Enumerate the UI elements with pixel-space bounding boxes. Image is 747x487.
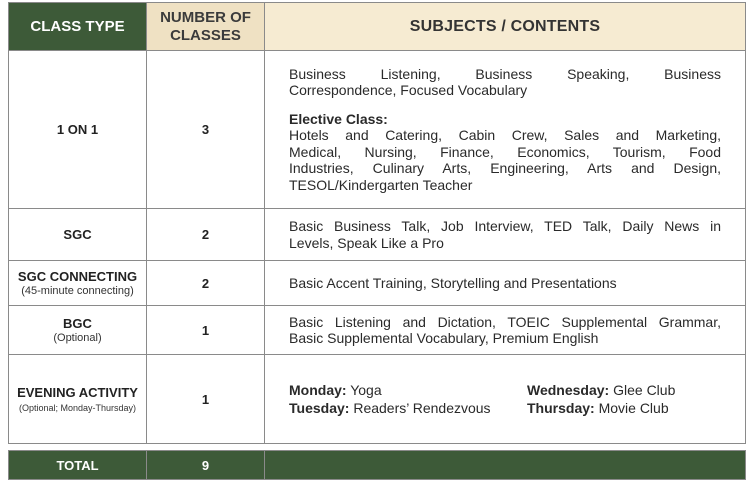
activity-name: Movie Club (598, 399, 669, 416)
total-label: TOTAL (9, 451, 147, 480)
header-row (9, 3, 746, 51)
number-of-classes-header-line2: CLASSES (170, 26, 241, 44)
subjects-line: Basic Business Talk, Job Interview, TED Talk, Daily News in (289, 218, 721, 234)
subjects-cell (265, 306, 746, 355)
subjects-cell (265, 355, 746, 444)
activity-item (527, 400, 727, 417)
class-type-cell (9, 209, 147, 261)
subjects-line: Correspondence, Focused Vocabulary (289, 82, 528, 99)
elective-class-title: Elective Class: (289, 110, 388, 127)
activity-name: Yoga (350, 382, 382, 398)
class-type-cell (9, 51, 147, 209)
class-type-note: (45-minute connecting) (21, 285, 134, 297)
subjects-line: Hotels and Catering, Cabin Crew, Sales and Marketing, (289, 127, 721, 144)
class-type-note: (Optional) (53, 332, 102, 344)
number-of-classes-header-line1: NUMBER OF (160, 8, 251, 26)
class-type-label: BGC (63, 316, 92, 331)
subjects-cell (265, 261, 746, 306)
class-type-label: EVENING ACTIVITY (17, 385, 138, 400)
class-count-cell: 2 (147, 209, 265, 261)
spacer-row (9, 444, 746, 451)
total-empty-cell (265, 451, 746, 480)
table-row (9, 51, 746, 209)
subjects-line: Basic Accent Training, Storytelling and Presentations (289, 274, 617, 291)
total-count: 9 (147, 451, 265, 480)
subjects-line: Basic Supplemental Vocabulary, Premium English (289, 330, 599, 346)
class-type-cell (9, 261, 147, 306)
subjects-line: Business Listening, Business Speaking, Business (289, 65, 721, 82)
evening-activity-grid (289, 382, 721, 416)
class-type-note: (Optional; Monday-Thursday) (18, 403, 137, 413)
activity-item (289, 400, 527, 417)
subjects-line: Industries, Culinary Arts, Engineering, Arts and Design, (289, 160, 721, 177)
activity-name: Readers’ Rendezvous (353, 399, 491, 416)
activity-day: Monday: (289, 382, 347, 398)
activity-item (527, 382, 727, 399)
class-type-label: SGC (63, 227, 92, 242)
activity-name: Glee Club (613, 382, 676, 398)
subjects-cell (265, 51, 746, 209)
class-type-label: 1 ON 1 (56, 122, 99, 137)
class-type-header: CLASS TYPE (9, 3, 147, 51)
subjects-cell (265, 209, 746, 261)
class-schedule-table (8, 2, 746, 480)
table-row (9, 306, 746, 355)
activity-item (289, 382, 527, 399)
table-row (9, 355, 746, 444)
class-type-label: SGC CONNECTING (17, 269, 138, 284)
subjects-line: Medical, Nursing, Finance, Economics, Tourism, Food (289, 143, 721, 160)
class-type-cell (9, 355, 147, 444)
activity-day: Wednesday: (527, 382, 610, 398)
subjects-header: SUBJECTS / CONTENTS (265, 3, 746, 51)
subjects-line: Levels, Speak Like a Pro (289, 234, 444, 251)
class-count-cell: 3 (147, 51, 265, 209)
activity-day: Tuesday: (289, 399, 350, 416)
class-count-cell: 1 (147, 306, 265, 355)
total-row (9, 451, 746, 480)
table-row (9, 209, 746, 261)
subjects-line: TESOL/Kindergarten Teacher (289, 176, 473, 193)
table-row (9, 261, 746, 306)
class-count-cell: 1 (147, 355, 265, 444)
class-type-cell (9, 306, 147, 355)
subjects-line: Basic Listening and Dictation, TOEIC Supplemental Grammar, (289, 313, 721, 330)
number-of-classes-header (147, 3, 265, 51)
activity-day: Thursday: (527, 399, 595, 416)
class-count-cell: 2 (147, 261, 265, 306)
